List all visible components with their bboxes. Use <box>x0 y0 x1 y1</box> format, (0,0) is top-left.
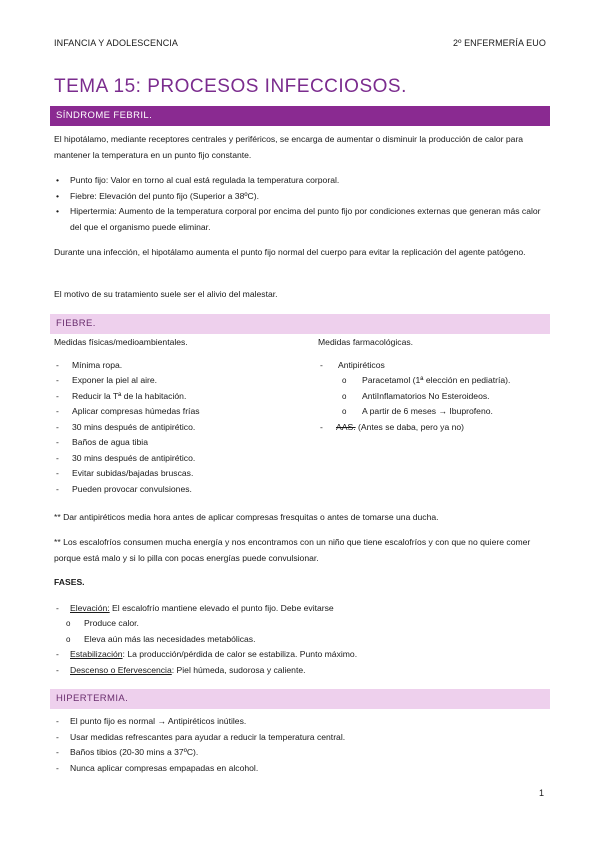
definition-list <box>54 173 546 235</box>
list-item: - Reducir la Tª de la habitación. <box>54 389 304 405</box>
fase-elevacion <box>54 601 546 617</box>
list-item: - Baños de agua tibia <box>54 435 304 451</box>
hipertermia-list <box>54 714 546 776</box>
fases-title: FASES. <box>54 577 85 587</box>
fase-elevacion-text: El escalofrío mantiene elevado el punto fijo. Debe evitarse <box>109 603 334 613</box>
sindrome-paragraph-infection: Durante una infección, el hipotálamo aumenta el punto fijo normal del cuerpo para evitar la replicación del agente patógeno. <box>54 247 526 257</box>
fase-descenso-text: : Piel húmeda, sudorosa y caliente. <box>171 664 306 675</box>
list-item: o Paracetamol (1ª elección en pediatría). <box>318 373 550 389</box>
fase-descenso <box>54 663 546 679</box>
list-item: - Mínima ropa. <box>54 358 304 374</box>
pharma-measures-column <box>318 335 550 435</box>
fase-estabilizacion-label: Estabilización <box>70 649 123 659</box>
fase-descenso-label: Descenso o Efervescencia <box>70 664 172 675</box>
fases-list <box>54 601 546 617</box>
section-heading-hipertermia: HIPERTERMIA. <box>50 689 550 709</box>
list-item: - Exponer la piel al aire. <box>54 373 304 389</box>
definition-fiebre: • Fiebre: Elevación del punto fijo (Superior a 38ºC). <box>54 189 546 205</box>
page-number: 1 <box>538 788 544 798</box>
fase-elevacion-label: Elevación: <box>70 603 110 613</box>
aas-struck-label: AAS. <box>336 421 356 432</box>
page-title: TEMA 15: PROCESOS INFECCIOSOS. <box>54 76 407 97</box>
list-item: - Baños tibios (20-30 mins a 37ºC). <box>54 745 546 761</box>
note-escalofrios: ** Los escalofríos consumen mucha energía y nos encontramos con un niño que tiene escalofríos y con que no quiere comer porque está malo y si lo pilla con pocas energías puede convulsionar. <box>54 537 531 563</box>
fase-estabilizacion <box>54 647 546 663</box>
definition-punto-fijo: • Punto fijo: Valor en torno al cual está regulada la temperatura corporal. <box>54 173 546 189</box>
sindrome-paragraph-motivo: El motivo de su tratamiento suele ser el alivio del malestar. <box>54 289 278 299</box>
list-item: o Produce calor. <box>50 616 542 632</box>
list-item: o AntiInflamatorios No Esteroideos. <box>318 389 550 405</box>
physical-measures-title: Medidas físicas/medioambientales. <box>54 337 188 347</box>
list-item: o Eleva aún más las necesidades metabólicas. <box>50 632 542 648</box>
physical-measures-column <box>54 335 304 497</box>
list-item: - Nunca aplicar compresas empapadas en alcohol. <box>54 761 546 777</box>
pharma-measures-title: Medidas farmacológicas. <box>318 337 414 347</box>
list-item: - El punto fijo es normal → Antipiréticos inútiles. <box>54 714 546 730</box>
sindrome-intro: El hipotálamo, mediante receptores centrales y periféricos, se encarga de aumentar o disminuir la producción de calor para mantener la temperatura en un punto fijo constante. <box>54 134 524 160</box>
list-item: o A partir de 6 meses → Ibuprofeno. <box>318 404 550 420</box>
list-item: - Evitar subidas/bajadas bruscas. <box>54 466 304 482</box>
list-item: - 30 mins después de antipirético. <box>54 451 304 467</box>
list-item: - Usar medidas refrescantes para ayudar a reducir la temperatura central. <box>54 730 546 746</box>
list-item: - Pueden provocar convulsiones. <box>54 482 304 498</box>
aas-note: (Antes se daba, pero ya no) <box>355 421 465 432</box>
fase-estabilizacion-text: : La producción/pérdida de calor se estabiliza. Punto máximo. <box>122 649 358 659</box>
definition-hipertermia: • Hipertermia: Aumento de la temperatura corporal por encima del punto fijo por condiciones externas que generan más calor del que el organismo puede eliminar. <box>54 204 546 235</box>
fase-elevacion-sublist <box>50 616 542 647</box>
fases-list-cont <box>54 647 546 678</box>
list-item: - 30 mins después de antipirético. <box>54 420 304 436</box>
section-heading-fiebre: FIEBRE. <box>50 314 550 334</box>
list-item: - Aplicar compresas húmedas frías <box>54 404 304 420</box>
header-year: 2º ENFERMERÍA EUO <box>452 38 546 48</box>
note-antipireticos: ** Dar antipiréticos media hora antes de aplicar compresas fresquitas o antes de tomarse una ducha. <box>54 512 439 522</box>
header-course: INFANCIA Y ADOLESCENCIA <box>54 38 179 48</box>
section-heading-sindrome: SÍNDROME FEBRIL. <box>50 106 550 126</box>
antipyretics-item: - Antipiréticos <box>318 358 550 374</box>
aas-item <box>318 420 550 436</box>
